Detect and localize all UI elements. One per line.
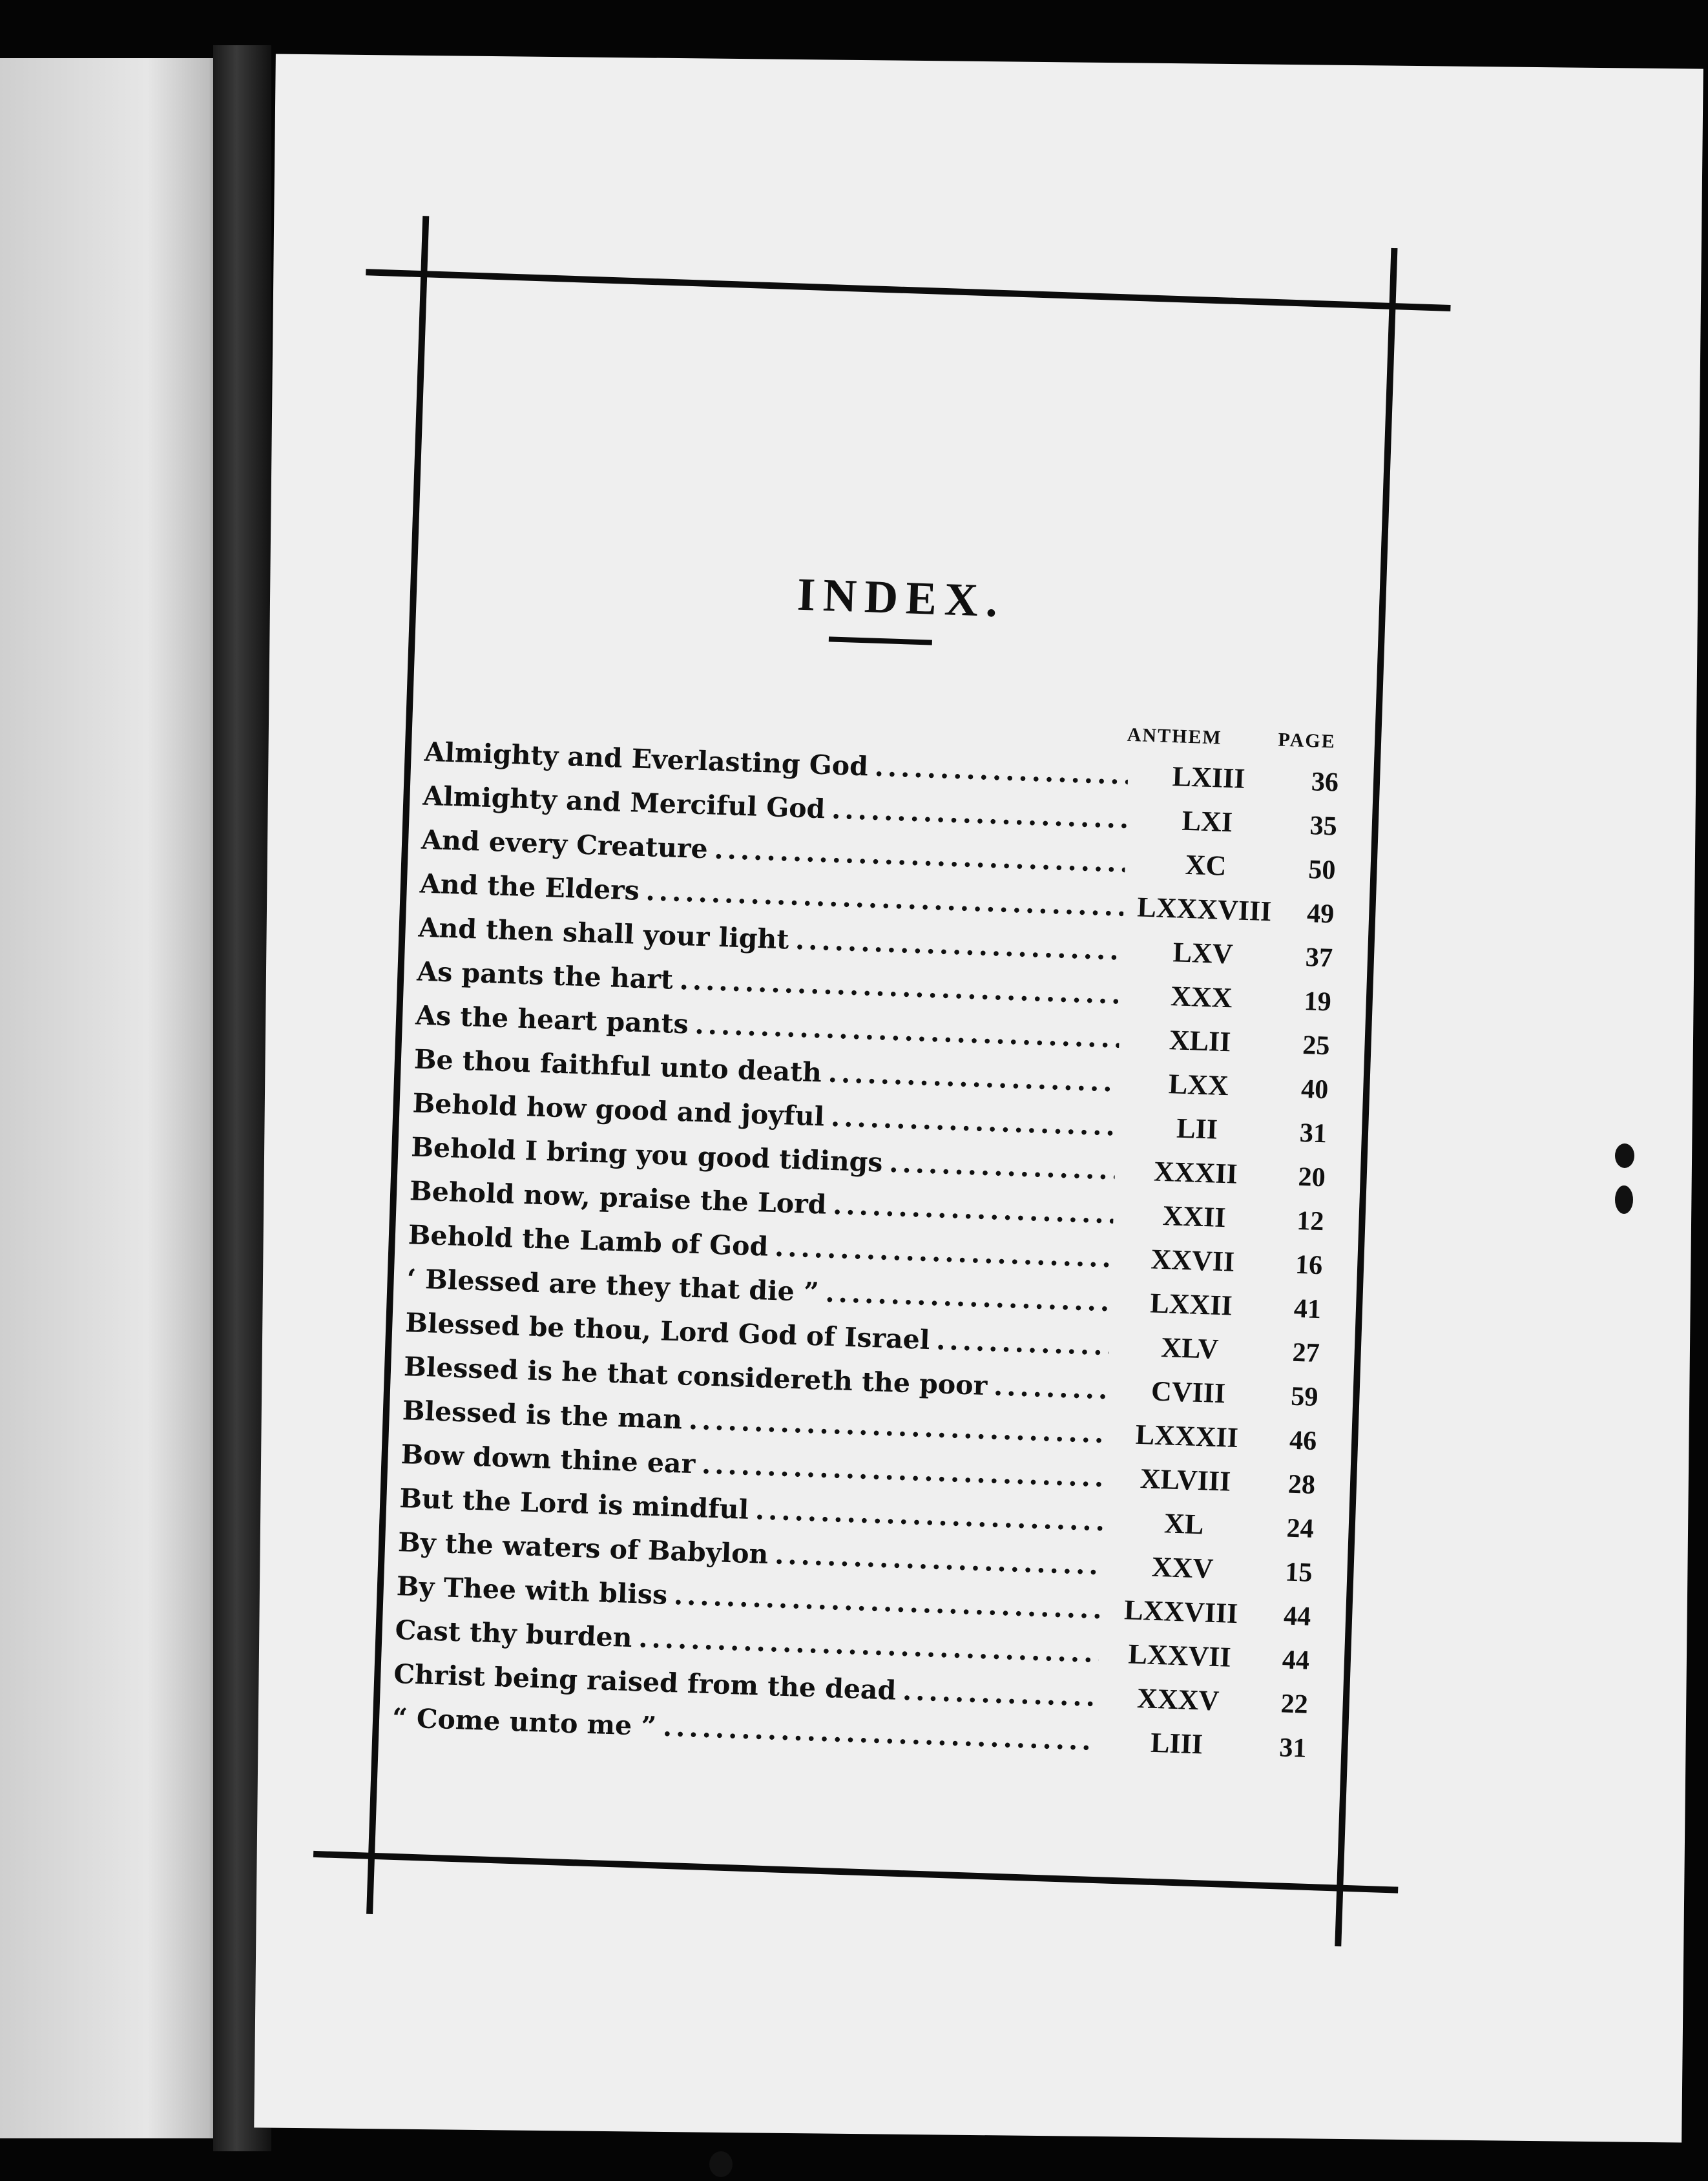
entry-anthem-number: LXXII bbox=[1149, 1287, 1233, 1322]
entry-anthem-number: CVIII bbox=[1151, 1375, 1226, 1410]
entry-title: Behold the Lamb of God bbox=[408, 1219, 769, 1262]
entry-page-number: 50 bbox=[1307, 855, 1337, 886]
entry-anthem-number: XXX bbox=[1170, 980, 1233, 1014]
dot-leader bbox=[993, 1370, 1108, 1405]
entry-title: And then shall your light bbox=[417, 912, 790, 955]
entry-page-number: 35 bbox=[1309, 811, 1338, 842]
entry-anthem-number: XLVIII bbox=[1140, 1463, 1231, 1497]
index-content bbox=[388, 271, 1383, 1891]
entry-anthem-number: LXXVIII bbox=[1123, 1594, 1239, 1630]
entry-page-number: 25 bbox=[1302, 1030, 1331, 1061]
entry-page-number: 22 bbox=[1280, 1689, 1309, 1720]
entry-title: Be thou faithful unto death bbox=[413, 1043, 822, 1089]
entry-title: Almighty and Merciful God bbox=[422, 780, 826, 825]
entry-title: ‘ Blessed are they that die ” bbox=[406, 1263, 820, 1308]
entry-anthem-number: XLV bbox=[1160, 1331, 1220, 1365]
entry-anthem-number: XXVII bbox=[1150, 1243, 1235, 1278]
entry-anthem-number: LXV bbox=[1172, 936, 1234, 970]
scan-speck bbox=[1615, 1143, 1634, 1168]
entry-title: Blessed be thou, Lord God of Israel bbox=[404, 1307, 931, 1356]
entry-anthem-number: LXXVII bbox=[1127, 1638, 1232, 1673]
entry-page-number: 16 bbox=[1295, 1249, 1323, 1281]
title-underline bbox=[829, 636, 932, 645]
entry-page-number: 44 bbox=[1283, 1601, 1311, 1632]
entry-title: And every Creature bbox=[421, 824, 709, 865]
entry-page-number: 41 bbox=[1293, 1293, 1322, 1325]
entry-title: Blessed is the man bbox=[402, 1395, 683, 1435]
page-column-header: PAGE bbox=[1278, 729, 1337, 753]
entry-anthem-number: LII bbox=[1176, 1112, 1218, 1145]
entry-page-number: 31 bbox=[1278, 1733, 1307, 1764]
anthem-column-header: ANTHEM bbox=[1127, 724, 1223, 749]
entry-title: But the Lord is mindful bbox=[399, 1483, 749, 1525]
scan-speck bbox=[1615, 1185, 1633, 1214]
scan-speck bbox=[709, 2151, 733, 2177]
entry-anthem-number: LXXXVIII bbox=[1136, 891, 1273, 928]
entry-page-number: 59 bbox=[1290, 1381, 1319, 1413]
index-page bbox=[254, 54, 1703, 2143]
dot-leader bbox=[833, 1189, 1114, 1229]
entry-page-number: 31 bbox=[1299, 1118, 1328, 1149]
entry-title: Bow down thine ear bbox=[400, 1439, 696, 1480]
entry-anthem-number: XXXII bbox=[1153, 1155, 1238, 1190]
entry-anthem-number: LIII bbox=[1150, 1726, 1203, 1760]
entry-page-number: 28 bbox=[1287, 1469, 1316, 1500]
entry-page-number: 44 bbox=[1282, 1645, 1310, 1676]
entry-title: Behold how good and joyful bbox=[411, 1087, 825, 1132]
entry-page-number: 46 bbox=[1289, 1425, 1317, 1457]
entry-page-number: 27 bbox=[1291, 1337, 1320, 1369]
entry-page-number: 20 bbox=[1297, 1162, 1326, 1193]
entry-title: And the Elders bbox=[419, 868, 640, 906]
ruled-frame bbox=[368, 271, 1396, 1892]
entry-anthem-number: XC bbox=[1185, 848, 1227, 882]
entry-anthem-number: LXXXII bbox=[1135, 1418, 1239, 1454]
entry-anthem-number: LXI bbox=[1181, 804, 1233, 839]
entry-page-number: 40 bbox=[1300, 1074, 1329, 1105]
entry-title: As pants the hart bbox=[416, 955, 674, 996]
dot-leader bbox=[889, 1147, 1116, 1186]
entry-title: By the waters of Babylon bbox=[397, 1527, 769, 1570]
entry-title: By Thee with bliss bbox=[396, 1570, 668, 1611]
entry-anthem-number: LXIII bbox=[1172, 760, 1246, 795]
index-list bbox=[391, 735, 1368, 1777]
page-title: INDEX. bbox=[796, 568, 1006, 627]
entry-title: As the heart pants bbox=[415, 999, 689, 1040]
dot-leader bbox=[874, 751, 1129, 791]
entry-title: Behold now, praise the Lord bbox=[409, 1175, 828, 1220]
entry-anthem-number: XLII bbox=[1169, 1024, 1232, 1058]
entry-page-number: 49 bbox=[1306, 899, 1335, 930]
entry-title: “ Come unto me ” bbox=[391, 1702, 657, 1742]
entry-page-number: 37 bbox=[1305, 943, 1333, 974]
entry-title: Behold I bring you good tidings bbox=[410, 1131, 884, 1178]
entry-title: Blessed is he that considereth the poor bbox=[403, 1351, 988, 1402]
entry-page-number: 19 bbox=[1303, 986, 1332, 1017]
entry-anthem-number: LXX bbox=[1168, 1068, 1229, 1102]
entry-anthem-number: XXII bbox=[1161, 1199, 1227, 1234]
facing-page-edge bbox=[0, 58, 245, 2138]
entry-anthem-number: XXXV bbox=[1136, 1682, 1220, 1717]
entry-anthem-number: XXV bbox=[1151, 1550, 1214, 1585]
entry-page-number: 36 bbox=[1311, 767, 1339, 798]
entry-page-number: 15 bbox=[1284, 1557, 1313, 1588]
entry-title: Almighty and Everlasting God bbox=[423, 736, 869, 782]
entry-title: Cast thy burden bbox=[394, 1614, 633, 1654]
entry-page-number: 24 bbox=[1286, 1513, 1315, 1544]
entry-title: Christ being raised from the dead bbox=[393, 1658, 897, 1706]
dot-leader bbox=[902, 1675, 1098, 1713]
entry-page-number: 12 bbox=[1296, 1205, 1325, 1237]
entry-anthem-number: XL bbox=[1163, 1507, 1205, 1541]
dot-leader bbox=[936, 1324, 1110, 1361]
